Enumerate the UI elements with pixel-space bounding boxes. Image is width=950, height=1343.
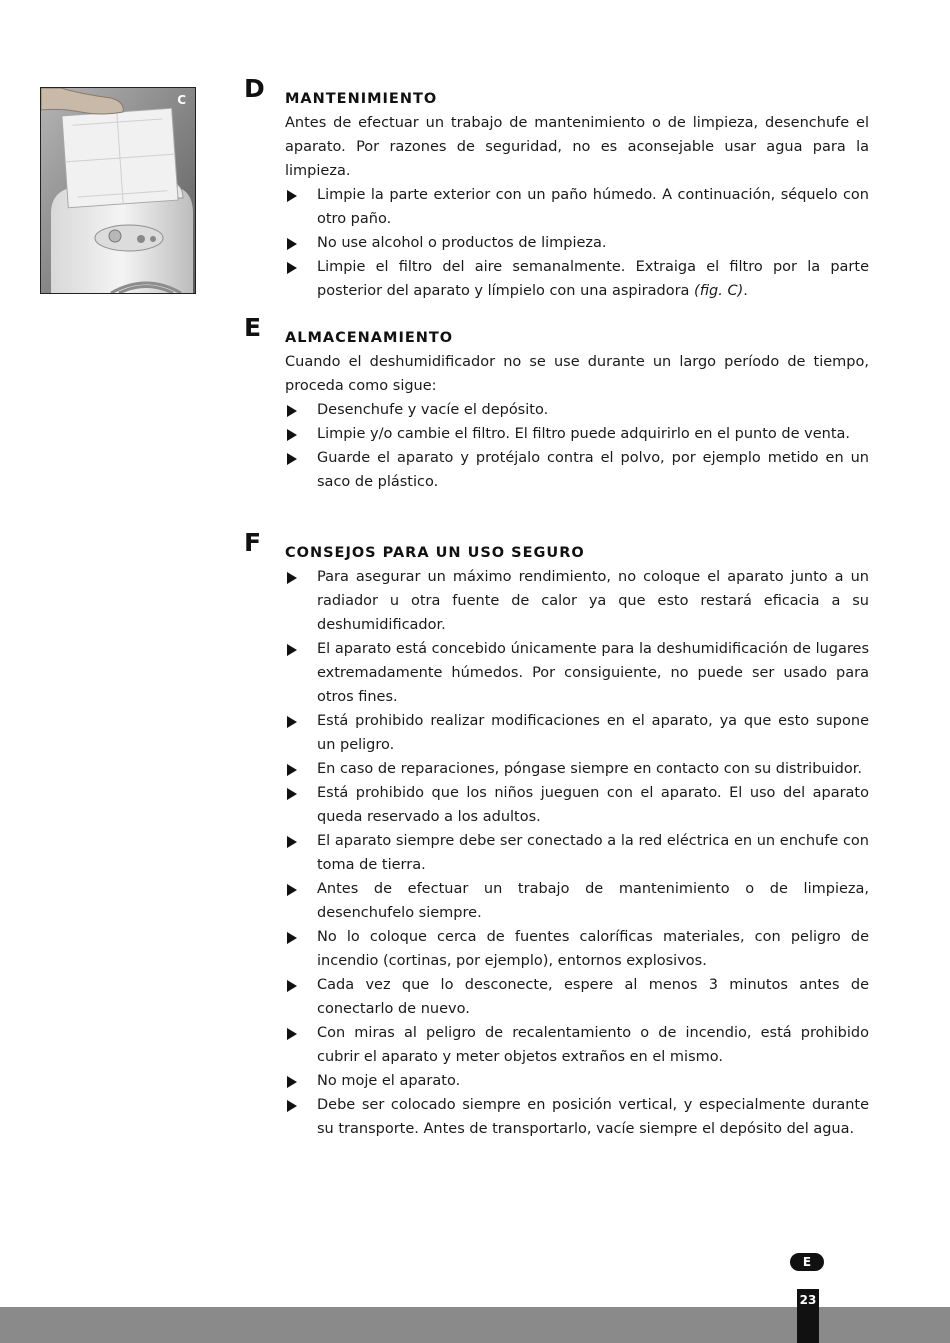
section-body: [285, 350, 869, 494]
list-item-text: Desenchufe y vacíe el depósito.: [317, 402, 549, 418]
list-item: [285, 829, 869, 877]
bullet-list: [285, 398, 869, 494]
list-item-text: No lo coloque cerca de fuentes caloríficas materiales, con peligro de incendio (cortinas, por ejemplo), entornos explosivos.: [317, 929, 869, 969]
list-item-text: Limpie y/o cambie el filtro. El filtro puede adquirirlo en el punto de venta.: [317, 426, 850, 442]
section-body: [285, 565, 869, 1141]
bullet-arrow-icon: [287, 453, 297, 465]
list-item: [285, 1069, 869, 1093]
list-item: [285, 565, 869, 637]
dehumidifier-filter-illustration: [41, 88, 195, 293]
bullet-arrow-icon: [287, 1028, 297, 1040]
language-badge: E: [790, 1253, 824, 1271]
bullet-arrow-icon: [287, 764, 297, 776]
bullet-arrow-icon: [287, 716, 297, 728]
list-item: [285, 781, 869, 829]
bullet-arrow-icon: [287, 405, 297, 417]
list-item: [285, 709, 869, 757]
bullet-arrow-icon: [287, 932, 297, 944]
list-item-text: No use alcohol o productos de limpieza.: [317, 235, 607, 251]
sentence-end: .: [743, 283, 748, 299]
list-item-text: No moje el aparato.: [317, 1073, 461, 1089]
list-item: [285, 877, 869, 925]
section-intro: Cuando el deshumidificador no se use durante un largo período de tiempo, proceda como sigue:: [285, 354, 869, 394]
bullet-arrow-icon: [287, 1076, 297, 1088]
list-item: [285, 1093, 869, 1141]
list-item-text: Limpie la parte exterior con un paño húmedo. A continuación, séquelo con otro paño.: [317, 187, 869, 227]
list-item-text: Antes de efectuar un trabajo de mantenimiento o de limpieza, desenchufelo siempre.: [317, 881, 869, 921]
bullet-arrow-icon: [287, 190, 297, 202]
list-item-text: Está prohibido realizar modificaciones en el aparato, ya que esto supone un peligro.: [317, 713, 869, 753]
section-letter: D: [244, 74, 265, 103]
list-item: [285, 637, 869, 709]
section-title: CONSEJOS PARA UN USO SEGURO: [285, 545, 585, 561]
section-body: [285, 111, 869, 303]
list-item-text: El aparato siempre debe ser conectado a la red eléctrica en un enchufe con toma de tierra.: [317, 833, 869, 873]
list-item-text: Está prohibido que los niños jueguen con el aparato. El uso del aparato queda reservado a los adultos.: [317, 785, 869, 825]
list-item: [285, 446, 869, 494]
bullet-arrow-icon: [287, 238, 297, 250]
bullet-arrow-icon: [287, 644, 297, 656]
list-item: [285, 183, 869, 231]
figure-c-photo: [40, 87, 196, 294]
list-item: [285, 973, 869, 1021]
section-intro: Antes de efectuar un trabajo de mantenimiento o de limpieza, desenchufe el aparato. Por razones de seguridad, no es aconsejable usar agua para la limpieza.: [285, 115, 869, 179]
list-item-text: Cada vez que lo desconecte, espere al menos 3 minutos antes de conectarlo de nuevo.: [317, 977, 869, 1017]
bullet-arrow-icon: [287, 429, 297, 441]
list-item-text: Debe ser colocado siempre en posición vertical, y especialmente durante su transporte. Antes de transportarlo, vacíe siempre el depósito del agua.: [317, 1097, 869, 1137]
section-title: MANTENIMIENTO: [285, 91, 438, 107]
bullet-arrow-icon: [287, 980, 297, 992]
figure-label: C: [177, 93, 186, 107]
bullet-arrow-icon: [287, 572, 297, 584]
list-item: [285, 255, 869, 303]
bullet-list: [285, 565, 869, 1141]
section-letter: E: [244, 313, 262, 342]
list-item-text: Limpie el filtro del aire semanalmente. Extraiga el filtro por la parte posterior del aparato y límpielo con una aspiradora: [317, 259, 869, 299]
bullet-arrow-icon: [287, 1100, 297, 1112]
list-item: [285, 757, 869, 781]
list-item-text: Con miras al peligro de recalentamiento o de incendio, está prohibido cubrir el aparato y meter objetos extraños en el mismo.: [317, 1025, 869, 1065]
list-item: [285, 231, 869, 255]
list-item: [285, 1021, 869, 1069]
list-item: [285, 422, 869, 446]
list-item-text: Guarde el aparato y protéjalo contra el polvo, por ejemplo metido en un saco de plástico.: [317, 450, 869, 490]
figure-reference: (fig. C): [694, 283, 744, 299]
bullet-list: [285, 183, 869, 303]
list-item: [285, 398, 869, 422]
bullet-arrow-icon: [287, 788, 297, 800]
section-letter: F: [244, 528, 262, 557]
page-number: 23: [797, 1289, 819, 1343]
list-item-text: Para asegurar un máximo rendimiento, no coloque el aparato junto a un radiador u otra fuente de calor ya que esto restará eficacia a su deshumidificador.: [317, 569, 869, 633]
bullet-arrow-icon: [287, 884, 297, 896]
bullet-arrow-icon: [287, 262, 297, 274]
bullet-arrow-icon: [287, 836, 297, 848]
list-item-text: El aparato está concebido únicamente para la deshumidificación de lugares extremadamente húmedos. Por consiguiente, no puede ser usado para otros fines.: [317, 641, 869, 705]
list-item-text: En caso de reparaciones, póngase siempre en contacto con su distribuidor.: [317, 761, 862, 777]
section-title: ALMACENAMIENTO: [285, 330, 454, 346]
list-item: [285, 925, 869, 973]
